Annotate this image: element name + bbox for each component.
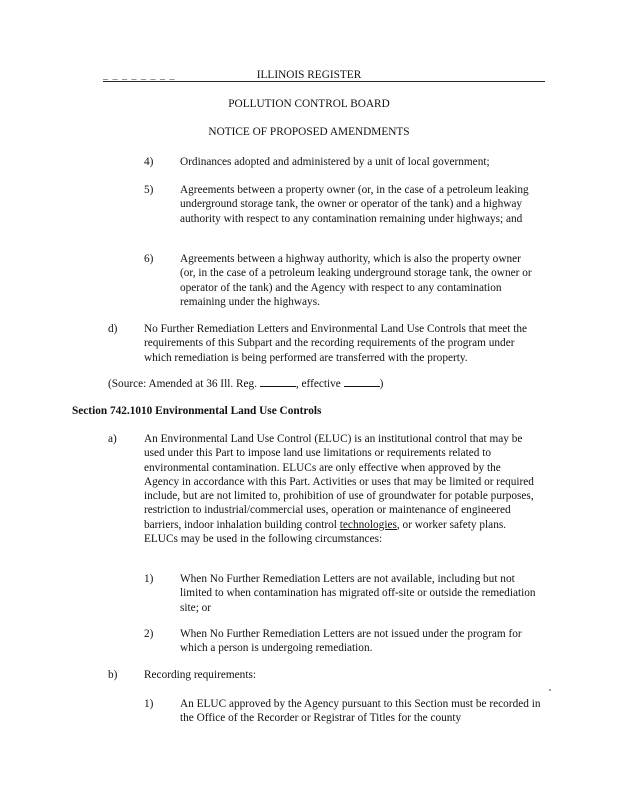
source-end: ): [379, 378, 384, 390]
item-a1-text: When No Further Remediation Letters are not available, including but not limited to when contamination has migrated off-site or outside the remediation site; or: [180, 573, 536, 614]
register-title: ILLINOIS REGISTER: [256, 69, 362, 81]
item-b-number: b): [108, 669, 118, 681]
source-mid: , effective: [295, 378, 344, 390]
item-a-text: [144, 432, 534, 546]
item-b1-number: 1): [144, 698, 154, 710]
item-a-text-after: , or worker safety plans. ELUCs may be used in the following circumstances:: [144, 518, 507, 546]
section-title: Section 742.1010 Environmental Land Use Controls: [72, 405, 322, 417]
header-left-marks: _ _ _ _ _ _ _ _: [103, 70, 176, 81]
item-a2-text: When No Further Remediation Letters are not issued under the program for which a person is undergoing remediation.: [180, 628, 522, 655]
source-blank-volume: [260, 386, 296, 387]
item-b1-text: An ELUC approved by the Agency pursuant to this Section must be recorded in the Office of the Recorder or Registrar of Titles for the county: [180, 698, 541, 725]
scan-speck: [549, 689, 551, 691]
notice-title: NOTICE OF PROPOSED AMENDMENTS: [208, 126, 410, 138]
item-a2-number: 2): [144, 628, 154, 640]
header-rule: [103, 81, 545, 82]
item-4-text: Ordinances adopted and administered by a unit of local government;: [180, 156, 490, 168]
source-blank-date: [344, 386, 380, 387]
item-a-underlined: technologies: [339, 518, 397, 531]
item-b-text: Recording requirements:: [144, 669, 256, 681]
item-a-number: a): [108, 433, 117, 445]
item-6-number: 6): [144, 253, 154, 265]
item-a-text-before: An Environmental Land Use Control (ELUC) is an institutional control that may be used under this Part to impose land use limitations or requirements related to environmental contamination. ELUCs are only effective when approved by the Agency in accordance with this Part. Activities or uses that may be limited or required include, but are not limited to, prohibition of use of groundwater for potable purposes, restriction to industrial/commercial uses, operation or maintenance of engineered barriers, indoor inhalation building control: [144, 433, 534, 531]
item-d-text: No Further Remediation Letters and Environmental Land Use Controls that meet the requirements of this Subpart and the recording requirements of the program under which remediation is being performed are transferred with the property.: [144, 323, 528, 364]
item-5-number: 5): [144, 184, 154, 196]
source-note: [108, 377, 528, 391]
item-6-text: Agreements between a highway authority, which is also the property owner (or, in the case of a petroleum leaking underground storage tank, the owner or operator of the tank) and the Agency with respect to any contamination remaining under the highways.: [180, 253, 532, 308]
item-5-text: Agreements between a property owner (or, in the case of a petroleum leaking underground storage tank, the owner or operator of the tank) and a highway authority with respect to any contamination remaining under highways; and: [180, 184, 529, 225]
item-a1-number: 1): [144, 573, 154, 585]
item-4-number: 4): [144, 156, 154, 168]
item-d-number: d): [108, 323, 118, 335]
board-title: POLLUTION CONTROL BOARD: [228, 98, 390, 110]
source-prefix: (Source: Amended at 36 Ill. Reg.: [108, 378, 260, 390]
